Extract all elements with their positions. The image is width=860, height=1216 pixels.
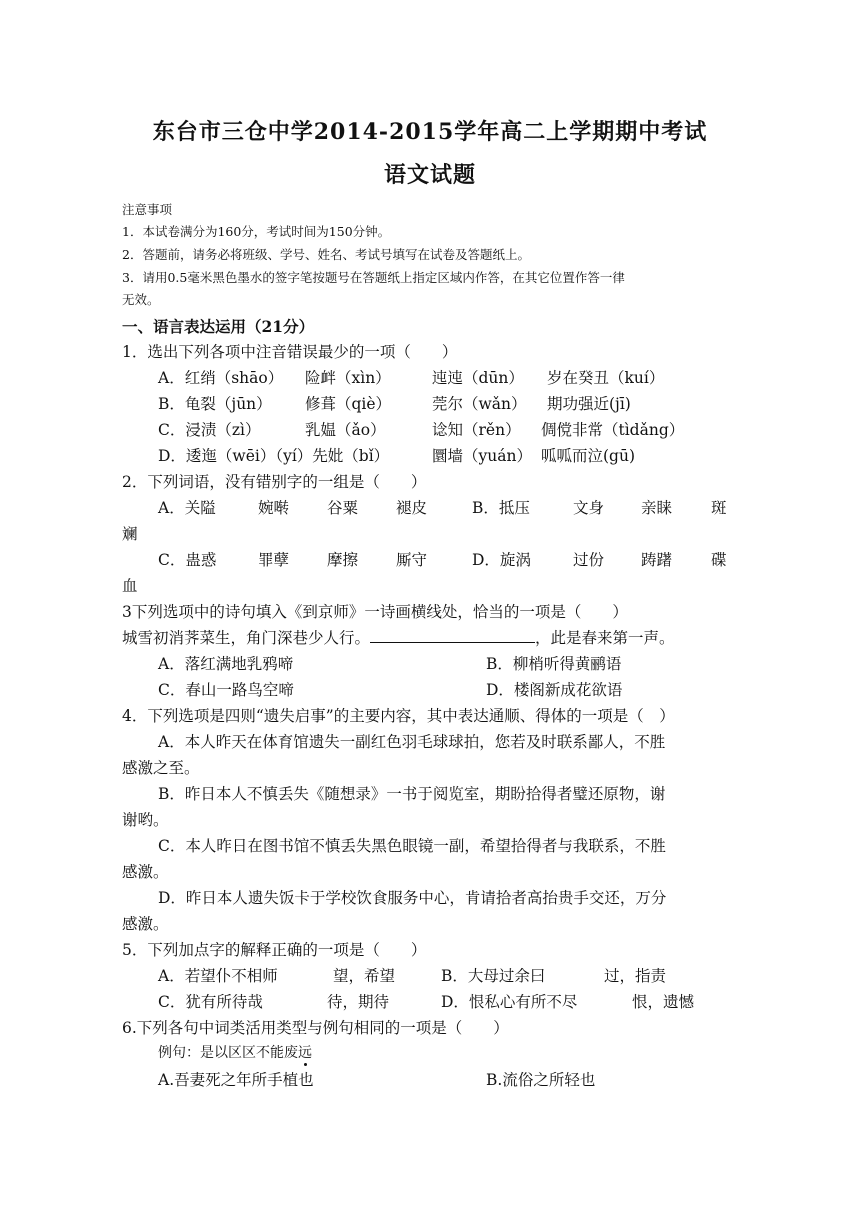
q5-option-a-meaning: 望，希望 bbox=[333, 967, 396, 985]
question-6-stem: 6.下列各句中词类活用类型与例句相同的一项是（ ） bbox=[122, 1019, 509, 1037]
q1-option-b: B．龟裂（jūn） bbox=[158, 395, 272, 413]
q1-option-c: C．浸渍（zì） bbox=[158, 421, 261, 439]
q1-option-a: A．红绡（shāo） bbox=[158, 369, 284, 387]
q2-word: 婉啭 bbox=[258, 499, 290, 517]
question-3-stem: 3下列选项中的诗句填入《到京师》一诗画横线处，恰当的一项是（ ） bbox=[122, 603, 628, 621]
q1-option-d: 呱呱而泣(gū) bbox=[541, 447, 635, 465]
q2-word: 碟 bbox=[711, 551, 727, 569]
q1-option-a: 险衅（xìn） bbox=[305, 369, 391, 387]
q1-option-c: 倜傥非常（tìdǎng） bbox=[541, 421, 685, 439]
q4-option-a-cont: 感激之至。 bbox=[122, 759, 200, 777]
q2-word: A．关隘 bbox=[158, 499, 216, 517]
q2-word: 亲睐 bbox=[641, 499, 673, 517]
page-title: 东台市三仓中学2014-2015学年高二上学期期中考试 bbox=[152, 119, 708, 145]
q2-word: 厮守 bbox=[396, 551, 428, 569]
q1-option-a: 迍迍（dūn） bbox=[432, 369, 524, 387]
q3-option-b: B．柳梢听得黄鹂语 bbox=[486, 655, 622, 673]
question-2-stem: 2．下列词语，没有错别字的一组是（ ） bbox=[122, 473, 427, 491]
q1-option-b: 期功强近(jī) bbox=[547, 395, 631, 413]
fill-blank bbox=[370, 628, 535, 643]
q2-word: 褪皮 bbox=[396, 499, 428, 517]
q5-option-b: B．大母过余曰 bbox=[441, 967, 546, 985]
q2-word: B．抵压 bbox=[472, 499, 530, 517]
q1-option-c: 谂知（rěn） bbox=[432, 421, 521, 439]
emphasis-dot-char: 远 bbox=[298, 1045, 312, 1061]
notes-heading: 注意事项 bbox=[122, 202, 173, 217]
q5-option-d: D．恨私心有所不尽 bbox=[441, 993, 578, 1011]
q2-word: 罪孽 bbox=[258, 551, 290, 569]
q4-option-c-cont: 感激。 bbox=[122, 863, 169, 881]
q5-option-c-meaning: 待，期待 bbox=[327, 993, 390, 1011]
question-1-stem: 1．选出下列各项中注音错误最少的一项（ ） bbox=[122, 343, 458, 361]
q2-word: 摩擦 bbox=[327, 551, 359, 569]
q2-word-wrap: 斓 bbox=[122, 525, 138, 543]
q2-word: 过份 bbox=[573, 551, 605, 569]
note-item: 1．本试卷满分为160分，考试时间为150分钟。 bbox=[122, 224, 391, 239]
q1-option-b: 莞尔（wǎn） bbox=[432, 395, 527, 413]
q3-option-a: A．落红满地乳鸦啼 bbox=[158, 655, 294, 673]
poem-part: 城雪初消荠菜生，角门深巷少人行。 bbox=[122, 629, 371, 647]
q4-option-d: D．昨日本人遗失饭卡于学校饮食服务中心，肯请拾者高抬贵手交还，万分 bbox=[158, 889, 667, 907]
q6-option-a: A.吾妻死之年所手植也 bbox=[158, 1071, 314, 1089]
poem-part: ，此是春来第一声。 bbox=[535, 629, 675, 647]
q6-example bbox=[158, 1042, 312, 1062]
example-text: 例句：是以区区不能废 bbox=[158, 1045, 298, 1061]
q1-option-c: 乳媪（ǎo） bbox=[305, 421, 386, 439]
q2-word: 斑 bbox=[711, 499, 727, 517]
note-item: 2．答题前，请务必将班级、学号、姓名、考试号填写在试卷及答题纸上。 bbox=[122, 247, 530, 262]
q5-option-c: C．犹有所待哉 bbox=[158, 993, 263, 1011]
q6-option-b: B.流俗之所轻也 bbox=[486, 1071, 596, 1089]
q1-option-d: D．逶迤（wēi）（yí）先妣（bǐ） bbox=[158, 447, 390, 465]
q2-word: 文身 bbox=[573, 499, 605, 517]
q5-option-a: A．若望仆不相师 bbox=[158, 967, 278, 985]
q4-option-d-cont: 感激。 bbox=[122, 915, 169, 933]
q2-word: 谷粟 bbox=[327, 499, 359, 517]
note-item: 3．请用0.5毫米黑色墨水的签字笔按题号在答题纸上指定区域内作答，在其它位置作答一律 bbox=[122, 270, 625, 285]
q5-option-b-meaning: 过，指责 bbox=[604, 967, 667, 985]
section-heading: 一、语言表达运用（21分） bbox=[122, 317, 315, 336]
q2-word: D．旋涡 bbox=[472, 551, 531, 569]
q1-option-a: 岁在癸丑（kuí） bbox=[547, 369, 665, 387]
q5-option-d-meaning: 恨，遗憾 bbox=[632, 993, 695, 1011]
q2-word-wrap: 血 bbox=[122, 577, 138, 595]
q4-option-a: A．本人昨天在体育馆遗失一副红色羽毛球球拍，您若及时联系鄙人，不胜 bbox=[158, 733, 666, 751]
q2-word: C．蛊惑 bbox=[158, 551, 217, 569]
q4-option-b: B．昨日本人不慎丢失《随想录》一书于阅览室，期盼拾得者璧还原物，谢 bbox=[158, 785, 666, 803]
question-5-stem: 5．下列加点字的解释正确的一项是（ ） bbox=[122, 941, 427, 959]
q3-option-d: D．楼阁新成花欲语 bbox=[486, 681, 623, 699]
q1-option-b: 修葺（qiè） bbox=[305, 395, 392, 413]
q3-poem-line bbox=[122, 626, 675, 648]
question-4-stem: 4．下列选项是四则“遗失启事”的主要内容，其中表达通顺、得体的一项是（ ） bbox=[122, 707, 675, 725]
q2-word: 踌躇 bbox=[641, 551, 673, 569]
q4-option-c: C．本人昨日在图书馆不慎丢失黑色眼镜一副，希望拾得者与我联系，不胜 bbox=[158, 837, 666, 855]
q1-option-d: 圜墙（yuán） bbox=[432, 447, 532, 465]
note-item: 无效。 bbox=[122, 292, 160, 307]
q4-option-b-cont: 谢哟。 bbox=[122, 811, 169, 829]
q3-option-c: C．春山一路鸟空啼 bbox=[158, 681, 294, 699]
page-subtitle: 语文试题 bbox=[383, 162, 476, 188]
